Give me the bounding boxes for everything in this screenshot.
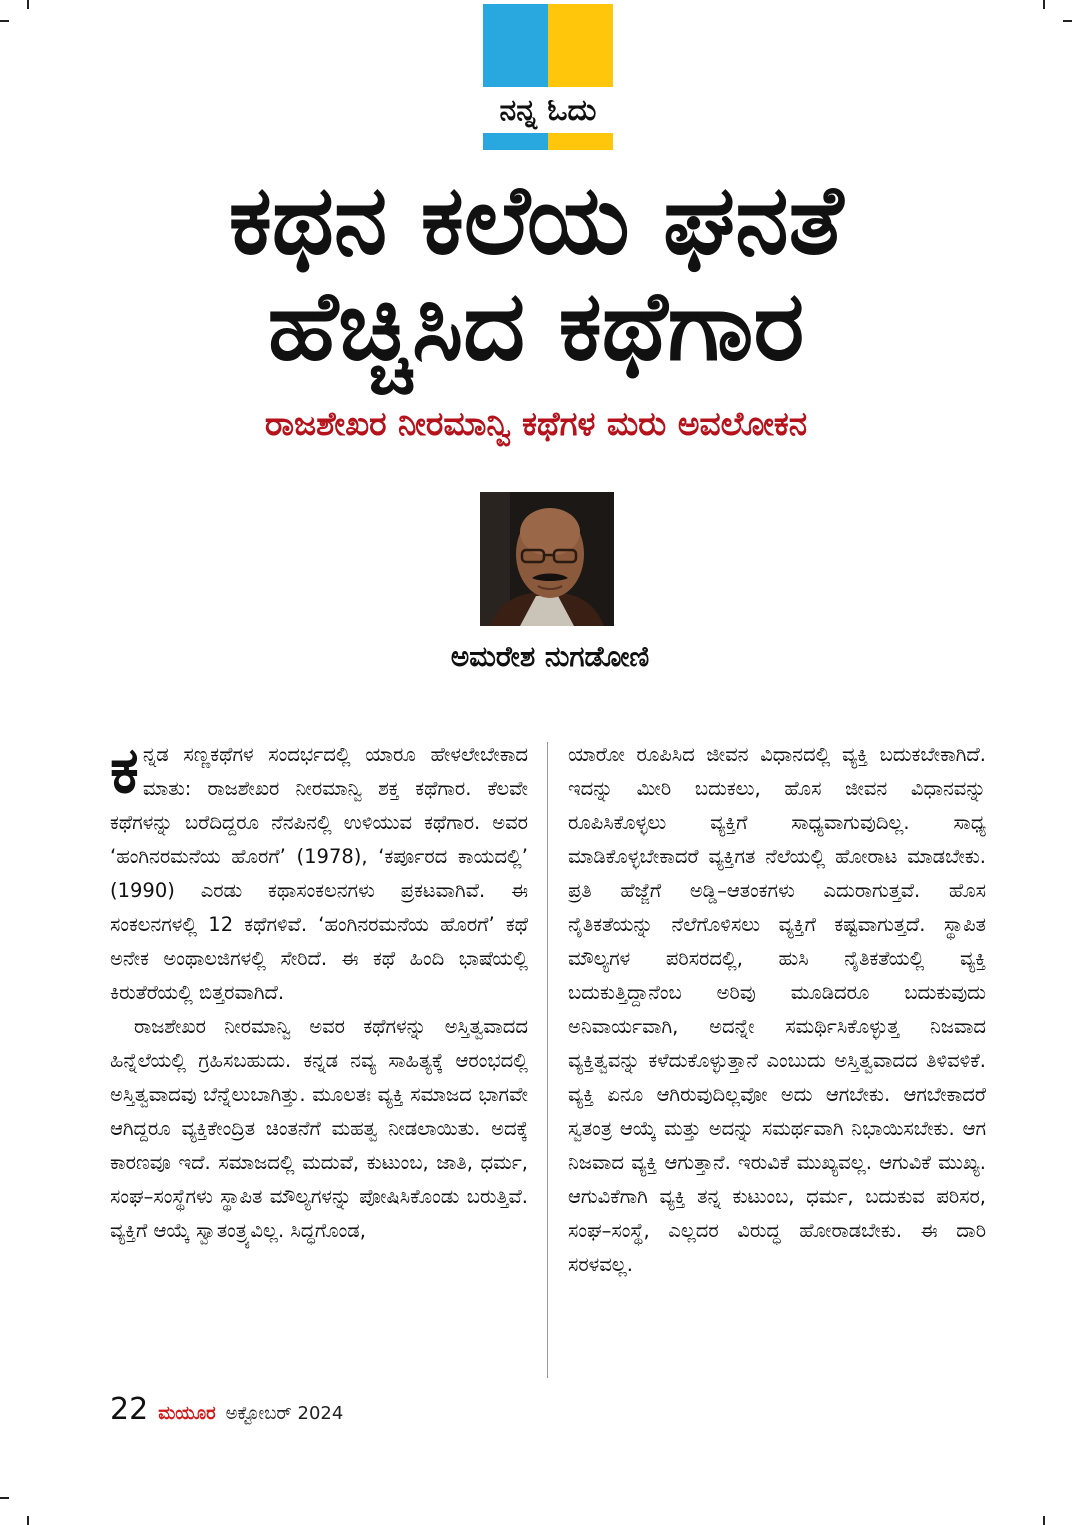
column-divider <box>547 742 548 1378</box>
magazine-name: ಮಯೂರ <box>158 1403 216 1424</box>
crop-mark-top-left-h <box>0 20 9 22</box>
author-photo <box>480 492 614 626</box>
crop-mark-top-right-h <box>1063 20 1072 22</box>
article-paragraph: ಯಾರೋ ರೂಪಿಸಿದ ಜೀವನ ವಿಧಾನದಲ್ಲಿ ವ್ಯಕ್ತಿ ಬದುಕಬೇಕಾಗಿದೆ. ಇದನ್ನು ಮೀರಿ ಬದುಕಲು, ಹೊಸ ಜೀವನ ವಿಧಾನವನ್ನು ರೂಪಿಸಿಕೊಳ್ಳಲು ವ್ಯಕ್ತಿಗೆ ಸಾಧ್ಯವಾಗುವುದಿಲ್ಲ. ಸಾಧ್ಯ ಮಾಡಿಕೊಳ್ಳಬೇಕಾದರೆ ವ್ಯಕ್ತಿಗತ ನೆಲೆಯಲ್ಲಿ ಹೋರಾಟ ಮಾಡಬೇಕು. ಪ್ರತಿ ಹೆಜ್ಜೆಗೆ ಅಡ್ಡಿ–ಆತಂಕಗಳು ಎದುರಾಗುತ್ತವೆ. ಹೊಸ ನೈತಿಕತೆಯನ್ನು ನೆಲೆಗೊಳಿಸಲು ವ್ಯಕ್ತಿಗೆ ಕಷ್ಟವಾಗುತ್ತದೆ. ಸ್ಥಾಪಿತ ಮೌಲ್ಯಗಳ ಪರಿಸರದಲ್ಲಿ, ಹುಸಿ ನೈತಿಕತೆಯಲ್ಲಿ ವ್ಯಕ್ತಿ ಬದುಕುತ್ತಿದ್ದಾನೆಂಬ ಅರಿವು ಮೂಡಿದರೂ ಬದುಕುವುದು ಅನಿವಾರ್ಯವಾಗಿ, ಅದನ್ನೇ ಸಮರ್ಥಿಸಿಕೊಳ್ಳುತ್ತ ನಿಜವಾದ ವ್ಯಕ್ತಿತ್ವವನ್ನು ಕಳೆದುಕೊಳ್ಳುತ್ತಾನೆ ಎಂಬುದು ಅಸ್ತಿತ್ವವಾದದ ತಿಳಿವಳಿಕೆ. ವ್ಯಕ್ತಿ ಏನೂ ಆಗಿರುವುದಿಲ್ಲವೋ ಅದು ಆಗಬೇಕು. ಆಗಬೇಕಾದರೆ ಸ್ವತಂತ್ರ ಆಯ್ಕೆ ಮತ್ತು ಅದನ್ನು ಸಮರ್ಥವಾಗಿ ನಿಭಾಯಿಸಬೇಕು. ಆಗ ನಿಜವಾದ ವ್ಯಕ್ತಿ ಆಗುತ್ತಾನೆ. ಇರುವಿಕೆ ಮುಖ್ಯವಲ್ಲ. ಆಗುವಿಕೆ ಮುಖ್ಯ. ಆಗುವಿಕೆಗಾಗಿ ವ್ಯಕ್ತಿ ತನ್ನ ಕುಟುಂಬ, ಧರ್ಮ, ಬದುಕುವ ಪರಿಸರ, ಸಂಘ–ಸಂಸ್ಥೆ, ಎಲ್ಲದರ ವಿರುದ್ಧ ಹೋರಾಡಬೇಕು. ಈ ದಾರಿ ಸರಳವಲ್ಲ. <box>568 743 986 1276</box>
headline-line-2: ಹೆಚ್ಚಿಸಿದ ಕಥೆಗಾರ <box>267 270 805 382</box>
crop-mark-bottom-right <box>1043 1516 1045 1525</box>
column-badge <box>483 4 613 150</box>
crop-mark-bottom-left-h <box>0 1497 9 1499</box>
author-portrait-icon <box>480 492 614 626</box>
crop-mark-bottom-left <box>27 1516 29 1525</box>
article-paragraph <box>110 738 528 1010</box>
subhead: ರಾಜಶೇಖರ ನೀರಮಾನ್ವಿ ಕಥೆಗಳ ಮರು ಅವಲೋಕನ <box>264 404 808 443</box>
article-paragraph-text: ನ್ನಡ ಸಣ್ಣಕಥೆಗಳ ಸಂದರ್ಭದಲ್ಲಿ ಯಾರೂ ಹೇಳಲೇಬೇಕಾದ ಮಾತು: ರಾಜಶೇಖರ ನೀರಮಾನ್ವಿ ಶಕ್ತ ಕಥೆಗಾರ. ಕೆಲವೇ ಕಥೆಗಳನ್ನು ಬರೆದಿದ್ದರೂ ನೆನಪಿನಲ್ಲಿ ಉಳಿಯುವ ಕಥೆಗಾರ. ಅವರ ‘ಹಂಗಿನರಮನೆಯ ಹೊರಗೆ’ (1978), ‘ಕರ್ಪೂರದ ಕಾಯದಲ್ಲಿ’ (1990) ಎರಡು ಕಥಾಸಂಕಲನಗಳು ಪ್ರಕಟವಾಗಿವೆ. ಈ ಸಂಕಲನಗಳಲ್ಲಿ 12 ಕಥೆಗಳಿವೆ. ‘ಹಂಗಿನರಮನೆಯ ಹೊರಗೆ’ ಕಥೆ ಅನೇಕ ಅಂಥಾಲಜಿಗಳಲ್ಲಿ ಸೇರಿದೆ. ಈ ಕಥೆ ಹಿಂದಿ ಭಾಷೆಯಲ್ಲಿ ಕಿರುತೆರೆಯಲ್ಲಿ ಬಿತ್ತರವಾಗಿದೆ. <box>110 743 528 1004</box>
column-name: ನನ್ನ ಓದು <box>483 87 613 133</box>
page-footer <box>110 1392 343 1432</box>
drop-cap: ಕ <box>110 738 139 808</box>
article-column-1 <box>110 738 528 1386</box>
crop-mark-top-left <box>27 0 29 9</box>
author-name: ಅಮರೇಶ ನುಗಡೋಣಿ <box>450 640 650 673</box>
article-column-2 <box>568 738 986 1386</box>
issue-date: ಅಕ್ಟೋಬರ್ 2024 <box>225 1403 344 1424</box>
page-number: 22 <box>110 1392 149 1427</box>
headline-line-1: ಕಥನ ಕಲೆಯ ಘನತೆ <box>228 164 844 276</box>
crop-mark-top-right <box>1043 0 1045 9</box>
article-paragraph: ರಾಜಶೇಖರ ನೀರಮಾನ್ವಿ ಅವರ ಕಥೆಗಳನ್ನು ಅಸ್ತಿತ್ವವಾದದ ಹಿನ್ನೆಲೆಯಲ್ಲಿ ಗ್ರಹಿಸಬಹುದು. ಕನ್ನಡ ನವ್ಯ ಸಾಹಿತ್ಯಕ್ಕೆ ಆರಂಭದಲ್ಲಿ ಅಸ್ತಿತ್ವವಾದವು ಬೆನ್ನೆಲುಬಾಗಿತ್ತು. ಮೂಲತಃ ವ್ಯಕ್ತಿ ಸಮಾಜದ ಭಾಗವೇ ಆಗಿದ್ದರೂ ವ್ಯಕ್ತಿಕೇಂದ್ರಿತ ಚಿಂತನೆಗೆ ಮಹತ್ವ ನೀಡಲಾಯಿತು. ಅದಕ್ಕೆ ಕಾರಣವೂ ಇದೆ. ಸಮಾಜದಲ್ಲಿ ಮದುವೆ, ಕುಟುಂಬ, ಜಾತಿ, ಧರ್ಮ, ಸಂಘ–ಸಂಸ್ಥೆಗಳು ಸ್ಥಾಪಿತ ಮೌಲ್ಯಗಳನ್ನು ಪೋಷಿಸಿಕೊಂಡು ಬರುತ್ತಿವೆ. ವ್ಯಕ್ತಿಗೆ ಆಯ್ಕೆ ಸ್ವಾತಂತ್ರ್ಯವಿಲ್ಲ. ಸಿದ್ಧಗೊಂಡ, <box>110 1015 528 1242</box>
